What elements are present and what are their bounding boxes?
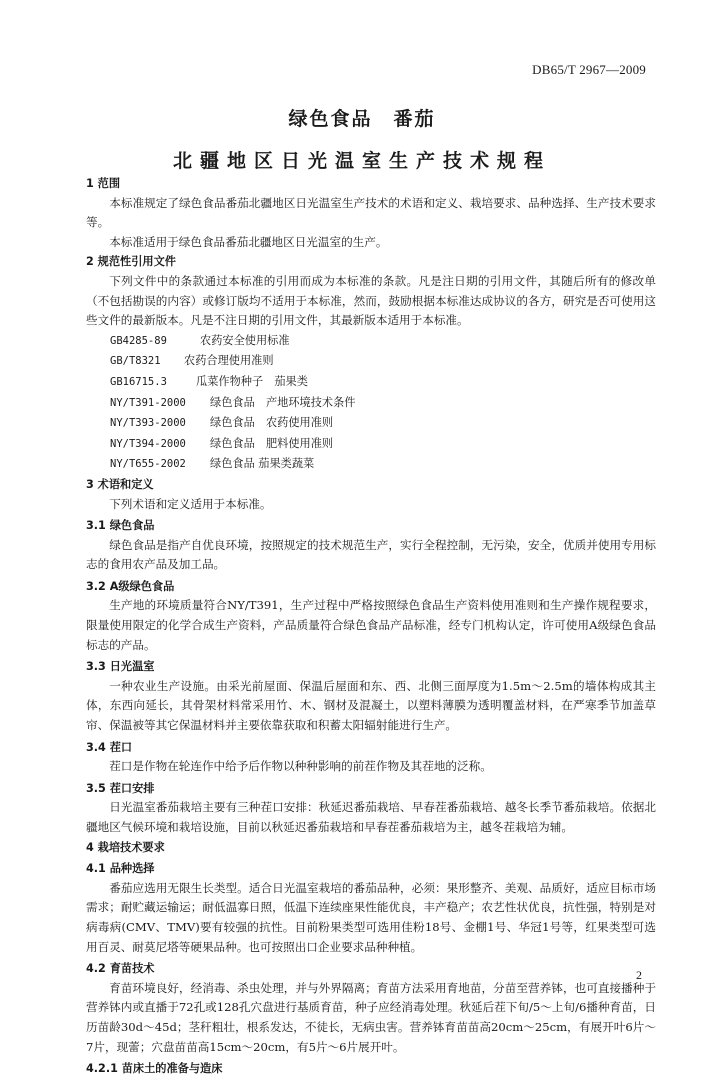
paragraph: 绿色食品是指产自优良环境，按照规定的技术规范生产，实行全程控制，无污染，安全，优质并使用专用标志的食用农产品及加工品。 [86, 537, 656, 572]
section-heading-scope: 1 范围 [86, 177, 121, 190]
reference-code: NY/T393-2000 [110, 417, 186, 430]
paragraph: 本标准规定了绿色食品番茄北疆地区日光温室生产技术的术语和定义、栽培要求、品种选择、生产技术要求等。 [86, 195, 656, 230]
reference-title: 绿色食品 茄果类蔬菜 [210, 457, 315, 471]
reference-item [86, 393, 656, 414]
subsection-heading: 4.1 品种选择 [86, 862, 155, 876]
reference-code: GB/T8321 [110, 355, 161, 368]
subsection-heading: 3.2 A级绿色食品 [86, 579, 175, 593]
reference-item [86, 434, 656, 455]
reference-code: GB4285-89 [110, 334, 167, 347]
page-number: 2 [636, 968, 642, 982]
reference-list [86, 331, 656, 475]
reference-item [86, 372, 656, 393]
reference-title: 瓜菜作物种子 茄果类 [196, 374, 308, 388]
subsection-heading: 4.2 育苗技术 [86, 962, 155, 976]
paragraph: 生产地的环境质量符合NY/T391，生产过程中严格按照绿色食品生产资料使用准则和生产操作规程要求，限量使用限定的化学合成生产资料，产品质量符合绿色食品产品标准，经专门机构认定，许可使用A级绿色食品标志的产品。 [86, 598, 656, 652]
section-heading-terms: 3 术语和定义 [86, 477, 154, 491]
reference-code: GB16715.3 [110, 375, 167, 388]
paragraph: 一种农业生产设施。由采光前屋面、保温后屋面和东、西、北侧三面厚度为1.5m～2.5m的墙体构成其主体，东西向延长，其骨架材料常采用竹、木、钢材及混凝土，以塑料薄膜为透明覆盖材料，在严寒季节加盖草帘、保温被等其它保温材料并主要依靠获取和积蓄太阳辐射能进行生产。 [86, 678, 656, 733]
reference-code: NY/T655-2002 [110, 458, 186, 471]
subsection-heading: 3.3 日光温室 [86, 660, 155, 674]
reference-item [86, 331, 656, 352]
reference-title: 农药安全使用标准 [200, 333, 290, 347]
paragraph: 下列术语和定义适用于本标准。 [109, 496, 272, 511]
document-body [86, 174, 656, 1079]
reference-item [86, 454, 656, 475]
paragraph: 下列文件中的条款通过本标准的引用而成为本标准的条款。凡是注日期的引用文件，其随后所有的修改单（不包括勘误的内容）或修订版均不适用于本标准，然而，鼓励根据本标准达成协议的各方，研究是否可使用这些文件的最新版本。凡是不注日期的引用文件，其最新版本适用于本标准。 [86, 273, 656, 328]
subsection-heading: 4.2.1 苗床土的准备与造床 [86, 1062, 223, 1076]
reference-title: 绿色食品 产地环境技术条件 [210, 395, 356, 409]
document-title: 绿色食品 番茄 [288, 108, 436, 130]
paragraph: 番茄应选用无限生长类型。适合日光温室栽培的番茄品种，必须：果形整齐、美观、品质好，适应目标市场需求；耐贮藏运输运；耐低温寡日照，低温下连续座果性能优良，丰产稳产；农艺性状优良，抗性强，特别是对病毒病(CMV、TMV)要有较强的抗性。目前粉果类型可选用佳粉18号、金棚1号、华冠1号等，红果类型可选用百灵、耐莫尼塔等硬果品种。也可按照出口企业要求品种种植。 [86, 880, 656, 954]
section-heading-references: 2 规范性引用文件 [86, 255, 176, 269]
section-heading-cultivation: 4 栽培技术要求 [86, 840, 165, 854]
reference-title: 绿色食品 农药使用准则 [210, 416, 334, 430]
reference-item [86, 413, 656, 434]
subsection-heading: 3.5 茬口安排 [86, 781, 155, 795]
reference-title: 绿色食品 肥料使用准则 [210, 436, 334, 450]
subsection-heading: 3.1 绿色食品 [86, 519, 155, 533]
subsection-heading: 3.4 茬口 [86, 740, 133, 754]
reference-item [86, 351, 656, 372]
paragraph: 育苗环境良好，经消毒、杀虫处理，并与外界隔离；育苗方法采用育地苗，分苗至营养钵，也可直接播种于营养钵内或直播于72孔或128孔穴盘进行基质育苗，种子应经消毒处理。秋延后茬下旬/5～上旬/6播种育苗，日历苗龄30d～45d；茎秆粗壮，根系发达，不徒长，无病虫害。营养钵育苗苗高20cm～25cm，有展开叶6片～7片，现蕾；穴盘苗苗高15cm～20cm，有5片～6片展开叶。 [86, 980, 656, 1054]
reference-code: NY/T391-2000 [110, 396, 186, 409]
standard-number: DB65/T 2967—2009 [532, 62, 646, 77]
document-subtitle: 北疆地区日光温室生产技术规程 [172, 150, 551, 172]
reference-title: 农药合理使用准则 [184, 354, 274, 368]
reference-code: NY/T394-2000 [110, 437, 186, 450]
paragraph: 茬口是作物在轮连作中给予后作物以种种影响的前茬作物及其茬地的泛称。 [109, 759, 492, 774]
paragraph: 日光温室番茄栽培主要有三种茬口安排：秋延迟番茄栽培、早春茬番茄栽培、越冬长季节番茄栽培。依据北疆地区气候环境和栽培设施，目前以秋延迟番茄栽培和早春茬番茄栽培为主，越冬茬栽培为辅。 [86, 800, 656, 834]
paragraph: 本标准适用于绿色食品番茄北疆地区日光温室的生产。 [109, 234, 388, 249]
